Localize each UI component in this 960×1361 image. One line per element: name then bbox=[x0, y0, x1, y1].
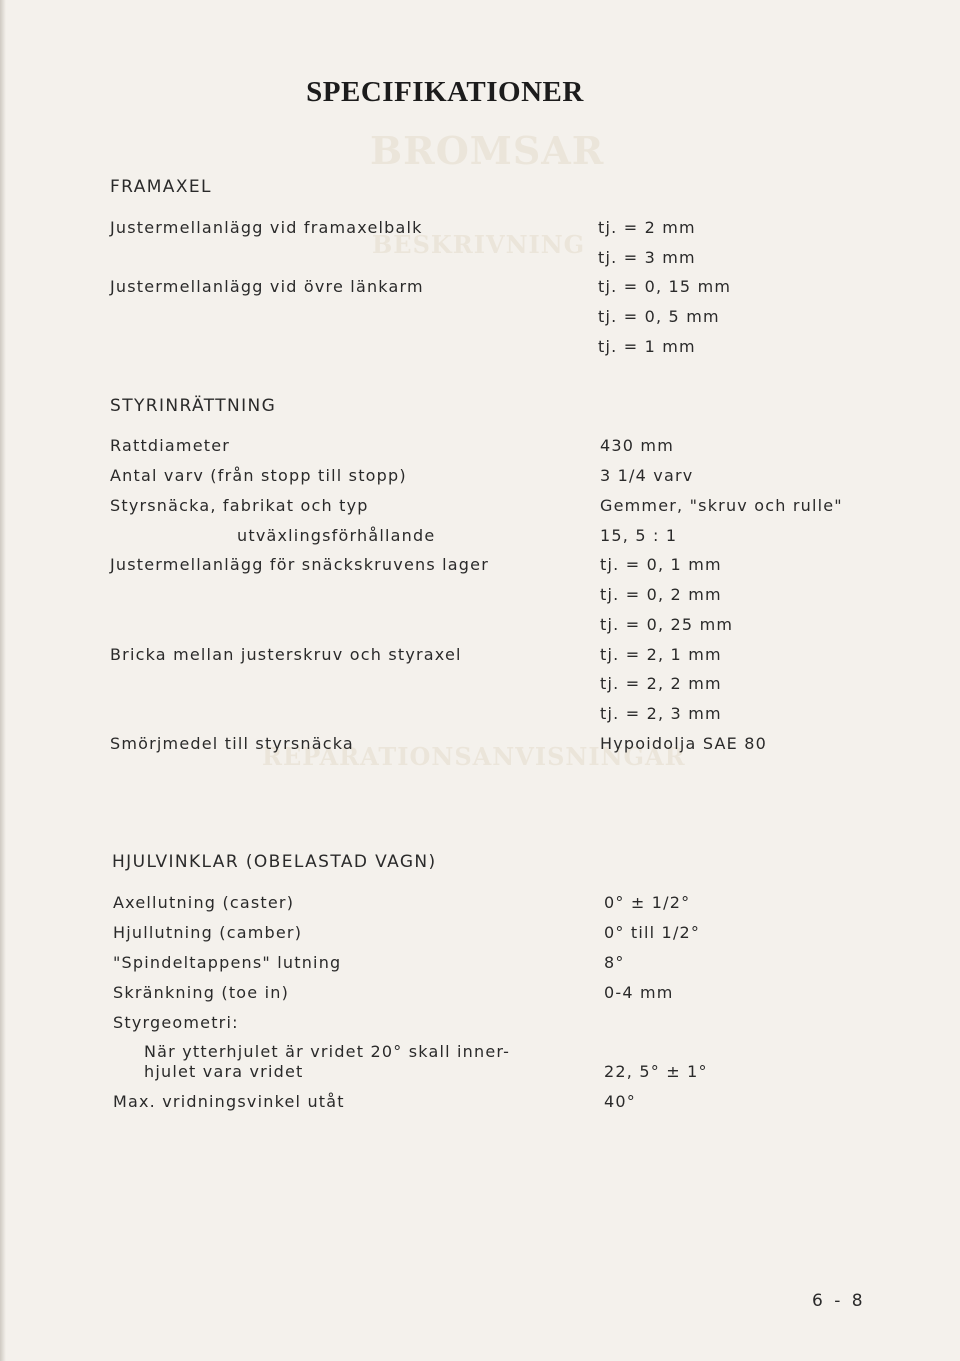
spec-label: Smörjmedel till styrsnäcka bbox=[110, 734, 354, 753]
spec-value: Gemmer, "skruv och rulle" bbox=[600, 496, 843, 515]
section-heading-styrinrattning: STYRINRÄTTNING bbox=[110, 396, 277, 416]
spec-label: Max. vridningsvinkel utåt bbox=[113, 1092, 345, 1111]
spec-value: 0-4 mm bbox=[604, 983, 674, 1002]
bleed-through-text: REPARATIONSANVISNINGAR bbox=[262, 742, 686, 771]
spec-value: tj. = 2, 2 mm bbox=[600, 674, 722, 693]
spec-value: 430 mm bbox=[600, 436, 674, 455]
spec-value: 22, 5° ± 1° bbox=[604, 1062, 708, 1081]
spec-label: Bricka mellan justerskruv och styraxel bbox=[110, 645, 462, 664]
page-number: 6 - 8 bbox=[812, 1291, 866, 1311]
spec-value: 0° ± 1/2° bbox=[604, 893, 691, 912]
spec-value: 8° bbox=[604, 953, 625, 972]
spec-label: "Spindeltappens" lutning bbox=[113, 953, 342, 972]
spec-label: När ytterhjulet är vridet 20° skall inner- bbox=[144, 1042, 511, 1061]
spec-value: 15, 5 : 1 bbox=[600, 526, 678, 545]
spec-value: tj. = 3 mm bbox=[598, 248, 696, 267]
spec-value: 0° till 1/2° bbox=[604, 923, 701, 942]
spec-label: utväxlingsförhållande bbox=[237, 526, 436, 545]
spec-label: Skränkning (toe in) bbox=[113, 983, 290, 1002]
spec-value: 3 1/4 varv bbox=[600, 466, 694, 485]
spec-value: 40° bbox=[604, 1092, 636, 1111]
section-heading-hjulvinklar: HJULVINKLAR (OBELASTAD VAGN) bbox=[112, 852, 437, 872]
spec-label: Hjullutning (camber) bbox=[113, 923, 303, 942]
spec-value: tj. = 2, 1 mm bbox=[600, 645, 722, 664]
spec-value: Hypoidolja SAE 80 bbox=[600, 734, 767, 753]
spec-value: tj. = 0, 1 mm bbox=[600, 555, 722, 574]
spec-value: tj. = 2, 3 mm bbox=[600, 704, 722, 723]
spec-value: tj. = 1 mm bbox=[598, 337, 696, 356]
page-edge bbox=[0, 0, 6, 1361]
spec-value: tj. = 0, 2 mm bbox=[600, 585, 722, 604]
spec-value: tj. = 0, 25 mm bbox=[600, 615, 734, 634]
spec-label: Styrsnäcka, fabrikat och typ bbox=[110, 496, 369, 515]
spec-label: Rattdiameter bbox=[110, 436, 231, 455]
spec-value: tj. = 0, 5 mm bbox=[598, 307, 720, 326]
spec-label: Antal varv (från stopp till stopp) bbox=[110, 466, 407, 485]
bleed-through-text: BESKRIVNING bbox=[372, 230, 586, 259]
spec-value: tj. = 2 mm bbox=[598, 218, 696, 237]
spec-value: tj. = 0, 15 mm bbox=[598, 277, 732, 296]
spec-label: Axellutning (caster) bbox=[113, 893, 295, 912]
page-title: SPECIFIKATIONER bbox=[306, 76, 584, 108]
spec-label: Styrgeometri: bbox=[113, 1013, 239, 1032]
spec-label: Justermellanlägg vid övre länkarm bbox=[110, 277, 424, 296]
spec-label: Justermellanlägg vid framaxelbalk bbox=[110, 218, 423, 237]
spec-label: Justermellanlägg för snäckskruvens lager bbox=[110, 555, 489, 574]
section-heading-framaxel: FRAMAXEL bbox=[110, 177, 212, 197]
bleed-through-text: BROMSAR bbox=[370, 128, 605, 173]
spec-label: hjulet vara vridet bbox=[144, 1062, 304, 1081]
